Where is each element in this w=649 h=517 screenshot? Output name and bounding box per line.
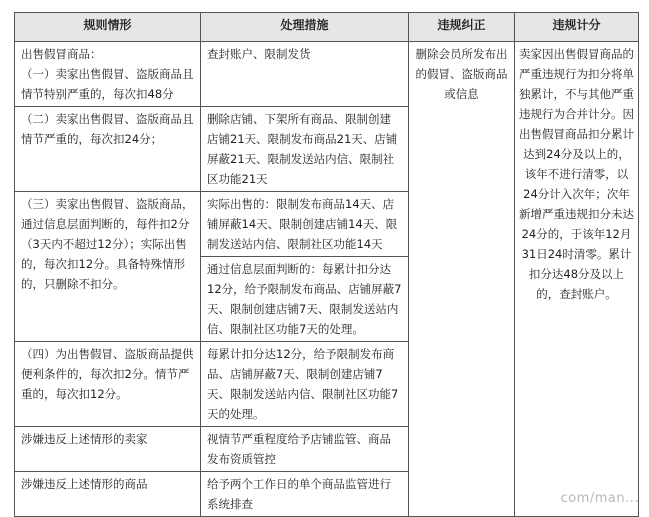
measure-text: 查封账户、限制发货 xyxy=(207,47,311,61)
measure-text: 视情节严重程度给予店铺监管、商品发布资质管控 xyxy=(207,432,391,466)
watermark-text: com/man... xyxy=(560,491,639,506)
scoring-cell xyxy=(515,42,639,517)
situation-text: 出售假冒商品： （一）卖家出售假冒、盗版商品且情节特别严重的，每次扣48分 xyxy=(21,47,194,101)
header-situation: 规则情形 xyxy=(15,13,201,42)
situation-cell xyxy=(15,42,201,107)
header-scoring: 违规计分 xyxy=(515,13,639,42)
measure-text: 删除店铺、下架所有商品、限制创建店铺21天、限制发布商品21天、店铺屏蔽21天、限制发送站内信、限制社区功能21天 xyxy=(207,112,398,186)
rules-table xyxy=(14,12,639,517)
scoring-text: 卖家因出售假冒商品的严重违规行为扣分将单独累计，不与其他严重违规行为合并计分。因出售假冒商品扣分累计达到24分及以上的，该年不进行清零，以24分计入次年；次年新增严重违规扣分未达24分的，于该年12月31日24时清零。累计扣分达48分及以上的，查封账户。 xyxy=(519,47,634,301)
situation-text: （二）卖家出售假冒、盗版商品且情节严重的，每次扣24分； xyxy=(21,112,194,146)
situation-cell xyxy=(15,342,201,427)
measure-cell xyxy=(201,257,409,342)
header-correction: 违规纠正 xyxy=(409,13,515,42)
situation-text: （三）卖家出售假冒、盗版商品，通过信息层面判断的，每件扣2分（3天内不超过12分）；实际出售的，每次扣12分。具备特殊情形的，只删除不扣分。 xyxy=(21,197,194,291)
measure-cell xyxy=(201,342,409,427)
measure-cell xyxy=(201,107,409,192)
correction-cell xyxy=(409,42,515,517)
situation-cell xyxy=(15,427,201,472)
situation-text: （四）为出售假冒、盗版商品提供便利条件的，每次扣2分。情节严重的，每次扣12分。 xyxy=(21,347,194,401)
measure-cell xyxy=(201,427,409,472)
correction-text: 删除会员所发布出的假冒、盗版商品或信息 xyxy=(415,47,508,101)
situation-cell xyxy=(15,192,201,342)
measure-text: 给予两个工作日的单个商品监管进行系统排查 xyxy=(207,477,391,511)
table-row xyxy=(15,42,639,107)
header-row xyxy=(15,13,639,42)
measure-text: 通过信息层面判断的：每累计扣分达12分，给予限制发布商品、店铺屏蔽7天、限制创建店铺7天、限制发送站内信、限制社区功能7天的处理。 xyxy=(207,262,402,336)
situation-cell xyxy=(15,107,201,192)
measure-text: 每累计扣分达12分，给予限制发布商品、店铺屏蔽7天、限制创建店铺7天、限制发送站内信、限制社区功能7天的处理。 xyxy=(207,347,399,421)
measure-cell xyxy=(201,192,409,257)
measure-text: 实际出售的：限制发布商品14天、店铺屏蔽14天、限制创建店铺14天、限制发送站内信、限制社区功能14天 xyxy=(207,197,398,251)
measure-cell xyxy=(201,42,409,107)
situation-text: 涉嫌违反上述情形的商品 xyxy=(21,477,148,491)
header-measure: 处理措施 xyxy=(201,13,409,42)
situation-text: 涉嫌违反上述情形的卖家 xyxy=(21,432,148,446)
